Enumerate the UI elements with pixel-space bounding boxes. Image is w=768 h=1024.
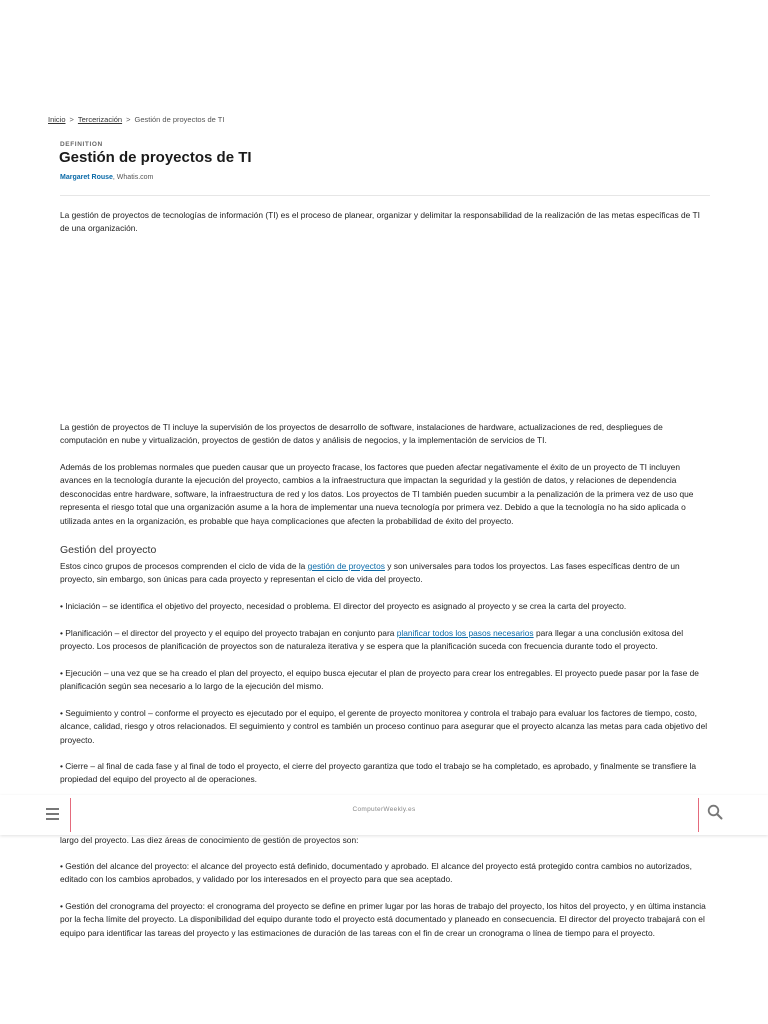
- header-divider: [60, 195, 710, 196]
- breadcrumb-separator: >: [126, 115, 131, 124]
- lifecycle-text-end: y son universales para todos los proyectos. Las fases específicas dentro de un proyecto, sin embargo, son únicas para cada proyecto y representan el ciclo de vida del proyecto.: [60, 561, 680, 585]
- link-gestion-de-proyectos[interactable]: gestión de proyectos: [307, 561, 385, 571]
- bullet-planificacion: [60, 627, 710, 654]
- article-kicker: DEFINITION: [60, 141, 103, 148]
- link-planificar-pasos[interactable]: planificar todos los pasos necesarios: [396, 628, 534, 638]
- planificacion-text-start: • Planificación – el director del proyecto y el equipo del proyecto trabajan en conjunto para: [60, 628, 397, 638]
- author-link[interactable]: Margaret Rouse: [60, 174, 113, 181]
- paragraph-lifecycle: [60, 560, 710, 587]
- lifecycle-text-start: Estos cinco grupos de procesos comprenden el ciclo de vida de la: [60, 561, 308, 571]
- breadcrumb: [48, 115, 224, 124]
- breadcrumb-separator: >: [69, 115, 74, 124]
- bullet-cronograma: • Gestión del cronograma del proyecto: el cronograma del proyecto se define en primer lugar por las horas de trabajo del proyecto, los hitos del proyecto, y en última instancia por la fecha límite del proyecto. La disponibilidad del equipo durante todo el proyecto está documentado y planeado en consecuencia. El director del proyecto trabajará con el equipo para identificar las tareas del proyecto y las estimaciones de duración de las tareas con el fin de crear un cronograma o línea de tiempo para el proyecto.: [60, 901, 706, 938]
- paragraph-scope: La gestión de proyectos de TI incluye la supervisión de los proyectos de desarrollo de software, instalaciones de hardware, actualizaciones de red, despliegues de computación en nube y virtualización, proyectos de gestión de datos y análisis de negocios, y la implementación de servicios de TI.: [60, 422, 663, 446]
- search-icon[interactable]: [707, 804, 723, 820]
- intro-paragraph: La gestión de proyectos de tecnologías de información (TI) es el proceso de planear, organizar y delimitar la responsabilidad de la realización de las metas específicas de TI de una organización.: [60, 210, 700, 234]
- site-brand[interactable]: ComputerWeekly.es: [352, 806, 416, 813]
- breadcrumb-home-link[interactable]: Inicio: [48, 115, 66, 124]
- bottom-nav-bar: [0, 795, 768, 835]
- bar-divider-right: [698, 798, 699, 832]
- section-heading-gestion: Gestión del proyecto: [60, 544, 157, 556]
- byline: [60, 174, 153, 181]
- bullet-alcance: • Gestión del alcance del proyecto: el alcance del proyecto está definido, documentado y aprobado. El alcance del proyecto está protegido contra cambios no autorizados, editado con los cambios aprobados, y validado por los interesados en el proyecto para que sea aceptado.: [60, 861, 692, 885]
- breadcrumb-current: Gestión de proyectos de TI: [134, 115, 225, 124]
- bar-divider-left: [70, 798, 71, 832]
- bullet-ejecucion: • Ejecución – una vez que se ha creado el plan del proyecto, el equipo busca ejecutar el plan de proyecto para crear los entregables. El proyecto puede pasar por la fase de planificación según sea necesario a lo largo de la ejecución del mismo.: [60, 668, 699, 692]
- bullet-seguimiento: • Seguimiento y control – conforme el proyecto es ejecutado por el equipo, el gerente de proyecto monitorea y controla el trabajo para evaluar los factores de tiempo, costo, alcance, calidad, riesgo y otros relacionados. El seguimiento y control es también un proceso continuo para asegurar que el proyecto alcanza las metas para cada objetivo del proyecto.: [60, 708, 708, 745]
- planificacion-text-end: para llegar a una conclusión exitosa del proyecto. Los procesos de planificación de proyectos son de naturaleza iterativa y se espera que la planificación suceda con frecuencia durante todo el proyecto.: [60, 628, 684, 652]
- breadcrumb-category-link[interactable]: Tercerización: [77, 115, 123, 124]
- page-title: Gestión de proyectos de TI: [59, 149, 252, 166]
- bullet-iniciacion: • Iniciación – se identifica el objetivo del proyecto, necesidad o problema. El director del proyecto es asignado al proyecto y se crea la carta del proyecto.: [60, 601, 627, 611]
- paragraph-risks: Además de los problemas normales que pueden causar que un proyecto fracase, los factores que pueden afectar negativamente el éxito de un proyecto de TI incluyen avances en la tecnología durante la ejecución del proyecto, cambios a la infraestructura que impactan la seguridad y la gestión de datos, y relaciones de dependencia desconocidas entre hardware, software, la infraestructura de red y los datos. Los proyectos de TI también pueden sucumbir a la penalización de la primera vez de uso que representa el riesgo total que una organización asume a la hora de implementar una nueva tecnología por primera vez. Debido a que la tecnología no ha sido aplicada o utilizada antes en la organización, es probable que haya complicaciones que afecten la probabilidad de éxito del proyecto.: [60, 462, 694, 526]
- byline-site: , Whatis.com: [112, 174, 154, 181]
- paragraph-knowledge-areas: largo del proyecto. Las diez áreas de conocimiento de gestión de proyectos son:: [60, 835, 359, 845]
- bullet-cierre: • Cierre – al final de cada fase y al final de todo el proyecto, el cierre del proyecto garantiza que todo el trabajo se ha completado, es aprobado, y finalmente se transfiere la propiedad del equipo del proyecto al de operaciones.: [60, 761, 697, 785]
